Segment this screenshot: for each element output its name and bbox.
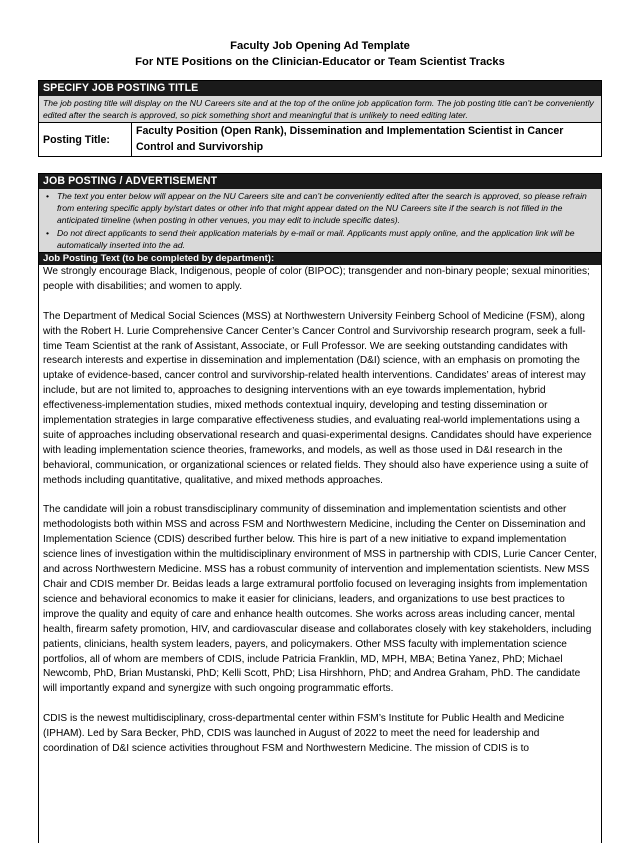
job-posting-text <box>39 265 601 757</box>
posting-paragraph: The Department of Medical Social Sciences (MSS) at Northwestern University Feinberg School of Medicine (FSM), along with the Robert H. Lurie Comprehensive Cancer Center’s Cancer Control and Survivorship research program, seek a full-time Team Scientist at the rank of Assistant, Associate, or Full Professor. We are seeking outstanding candidates with research interests and expertise in dissemination and implementation (D&I) science, with an emphasis on promoting the uptake of evidence-based, cancer control and survivorship-related health interventions. Candidates’ areas of interest may include, but are not limited to, approaches to designing interventions with an eye towards implementation, hybrid effectiveness-implementation studies, mixed methods contextual inquiry, developing and testing dissemination or implementation strategies in large comparative effectiveness studies, and evaluating real-world implementations using a suite of approaches including observational research and quasi-experimental designs. Candidates should have experience with leading implementation science theories, frameworks, and models, as well as those used in D&I research in the behavioral, communication, or organizational sciences or related fields. They should also have experience using a suite of methods including quantitative, qualitative, and mixed methods approaches. <box>43 310 592 486</box>
posting-title-section-heading: SPECIFY JOB POSTING TITLE <box>39 81 601 96</box>
instruction-bullet: • Do not direct applicants to send their application materials by e-mail or mail. Applicants must apply online, and the application link will be automatically inserted into the ad. <box>46 227 575 250</box>
posting-paragraph: We strongly encourage Black, Indigenous, people of color (BIPOC); transgender and non-binary people; sexual minorities; people with disabilities; and women to apply. <box>43 266 590 292</box>
job-posting-text-heading: Job Posting Text (to be completed by department): <box>39 253 601 265</box>
instruction-bullet: • The text you enter below will appear on the NU Careers site and can’t be conveniently edited after the search is approved, so please refrain from entering specific apply by/start dates or other info that might appear dated on the NU Careers site if the search is not filled in the anticipated timeline (when posting in other venues, you may edit to include specific dates). <box>46 191 587 226</box>
posting-title-label: Posting Title: <box>39 123 132 156</box>
document-title: Faculty Job Opening Ad Template <box>230 40 410 52</box>
posting-title-row <box>39 123 601 156</box>
posting-title-note: The job posting title will display on the NU Careers site and at the top of the online job application form. The job posting title can’t be conveniently edited after the search is approved, so pick something short and meaningful that is unlikely to need editing later. <box>39 96 601 123</box>
posting-paragraph: The candidate will join a robust transdisciplinary community of dissemination and implementation scientists and other methodologists both within MSS and across FSM and Northwestern Medicine, including the Center on Dissemination and Implementation Science (CDIS) described further below. This hire is part of a new initiative to expand implementation science lines of investigation within the multidisciplinary environment of MSS in partnership with CDIS, Lurie Cancer Center, and across Northwestern Medicine. MSS has a robust community of intervention and implementation scientists. New MSS Chair and CDIS member Dr. Beidas leads a large extramural portfolio focused on leveraging insights from implementation science and behavioral economics to make it easier for clinicians, leaders, and organizations to use best practices to improve the quality and equity of care and enhance health outcomes. She works across areas including cancer, mental health, firearm safety promotion, HIV, and cardiovascular disease and collaborates closely with key stakeholders, including patients, clinicians, health system leaders, payers, and policymakers. Other MSS faculty with implementation science portfolios, all of whom are members of CDIS, include Patricia Franklin, MD, MPH, MBA; Betina Yanez, PhD; Michael Newcomb, PhD, Brian Mustanski, PhD; Kelli Scott, PhD; Lisa Hirshhorn, PhD; and Andrea Graham, PhD. The candidate will importantly expand and synergize with such ongoing programmatic efforts. <box>43 504 597 695</box>
posting-title-value: Faculty Position (Open Rank), Dissemination and Implementation Scientist in Cancer Control and Survivorship <box>136 125 564 153</box>
job-posting-section <box>38 173 602 843</box>
job-posting-instructions <box>39 189 601 253</box>
posting-paragraph: CDIS is the newest multidisciplinary, cross-departmental center within FSM’s Institute for Public Health and Medicine (IPHAM). Led by Sara Becker, PhD, CDIS was launched in August of 2022 to meet the need for leadership and coordination of D&I science activities throughout FSM and Northwestern Medicine. The mission of CDIS is to <box>43 713 565 754</box>
job-posting-section-heading: JOB POSTING / ADVERTISEMENT <box>39 174 601 189</box>
posting-title-section <box>38 80 602 157</box>
document-subtitle: For NTE Positions on the Clinician-Educator or Team Scientist Tracks <box>135 56 505 68</box>
